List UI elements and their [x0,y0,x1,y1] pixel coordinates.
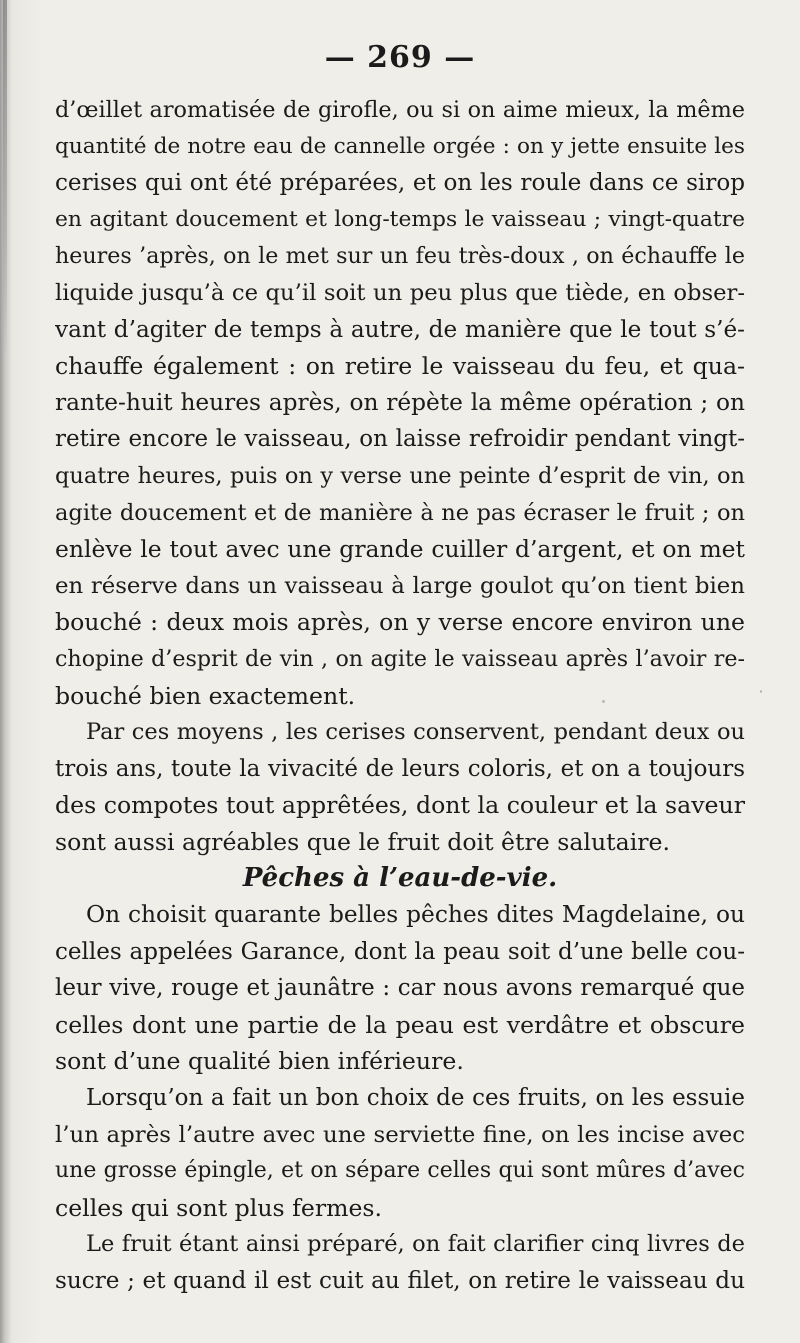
text-line: Par ces moyens , les cerises conservent, pendant deux ou [86,719,745,746]
text-line: celles appelées Garance, dont la peau soit d’une belle cou- [55,938,745,965]
text-line: une grosse épingle, et on sépare celles qui sont mûres d’avec [55,1158,745,1184]
text-line: bouché bien exactement. [55,681,356,710]
text-line: sont d’une qualité bien inférieure. [55,1047,464,1076]
text-line: d’œillet aromatisée de girofle, ou si on aime mieux, la même [55,97,745,123]
page-body-text [55,92,745,1300]
paper-speck [760,690,762,693]
text-line: enlève le tout avec une grande cuiller d’argent, et on met [55,535,745,564]
text-line: en réserve dans un vaisseau à large goulot qu’on tient bien [55,572,745,599]
text-line: On choisit quarante belles pêches dites Magdelaine, ou [86,901,745,929]
text-line: sucre ; et quand il est cuit au filet, on retire le vaisseau du [55,1268,745,1294]
text-line: bouché : deux mois après, on y verse encore environ une [55,608,745,637]
text-line: heures ’après, on le met sur un feu très-doux , on échauffe le [55,243,745,270]
text-line: sont aussi agréables que le fruit doit être salutaire. [55,827,670,856]
text-line: des compotes tout apprêtées, dont la couleur et la saveur [55,791,745,820]
text-line: trois ans, toute la vivacité de leurs coloris, et on a toujours [55,755,745,782]
text-line: quantité de notre eau de cannelle orgée : on y jette ensuite les [55,133,745,159]
text-line: celles qui sont plus fermes. [55,1193,383,1222]
text-line: retire encore le vaisseau, on laisse refroidir pendant vingt- [55,426,745,453]
text-line: chopine d’esprit de vin , on agite le vaisseau après l’avoir re- [55,645,745,672]
text-line: vant d’agiter de temps à autre, de manière que le tout s’é- [55,316,745,343]
paper-speck [640,1276,644,1280]
text-line: rante-huit heures après, on répète la même opération ; on [55,388,745,416]
section-heading: Pêches à l’eau-de-vie. [242,863,558,894]
text-line: Le fruit étant ainsi préparé, on fait clarifier cinq livres de [86,1231,745,1258]
text-line: cerises qui ont été préparées, et on les roule dans ce sirop [55,170,745,197]
text-line: chauffe également : on retire le vaisseau du feu, et qua- [55,352,745,381]
paper-speck [602,700,605,703]
text-line: leur vive, rouge et jaunâtre : car nous avons remarqué que [55,975,745,1002]
text-line: en agitant doucement et long-temps le vaisseau ; vingt-quatre [55,206,745,232]
text-line: celles dont une partie de la peau est verdâtre et obscure [55,1010,745,1039]
text-line: quatre heures, puis on y verse une peinte d’esprit de vin, on [55,462,745,489]
text-line: l’un après l’autre avec une serviette fine, on les incise avec [55,1121,745,1148]
text-line: liquide jusqu’à ce qu’il soit un peu plus que tiède, en obser- [55,279,745,306]
text-line: agite doucement et de manière à ne pas écraser le fruit ; on [55,499,745,526]
page-number: — 269 — [324,40,476,75]
text-line: Lorsqu’on a fait un bon choix de ces fruits, on les essuie [86,1085,745,1112]
